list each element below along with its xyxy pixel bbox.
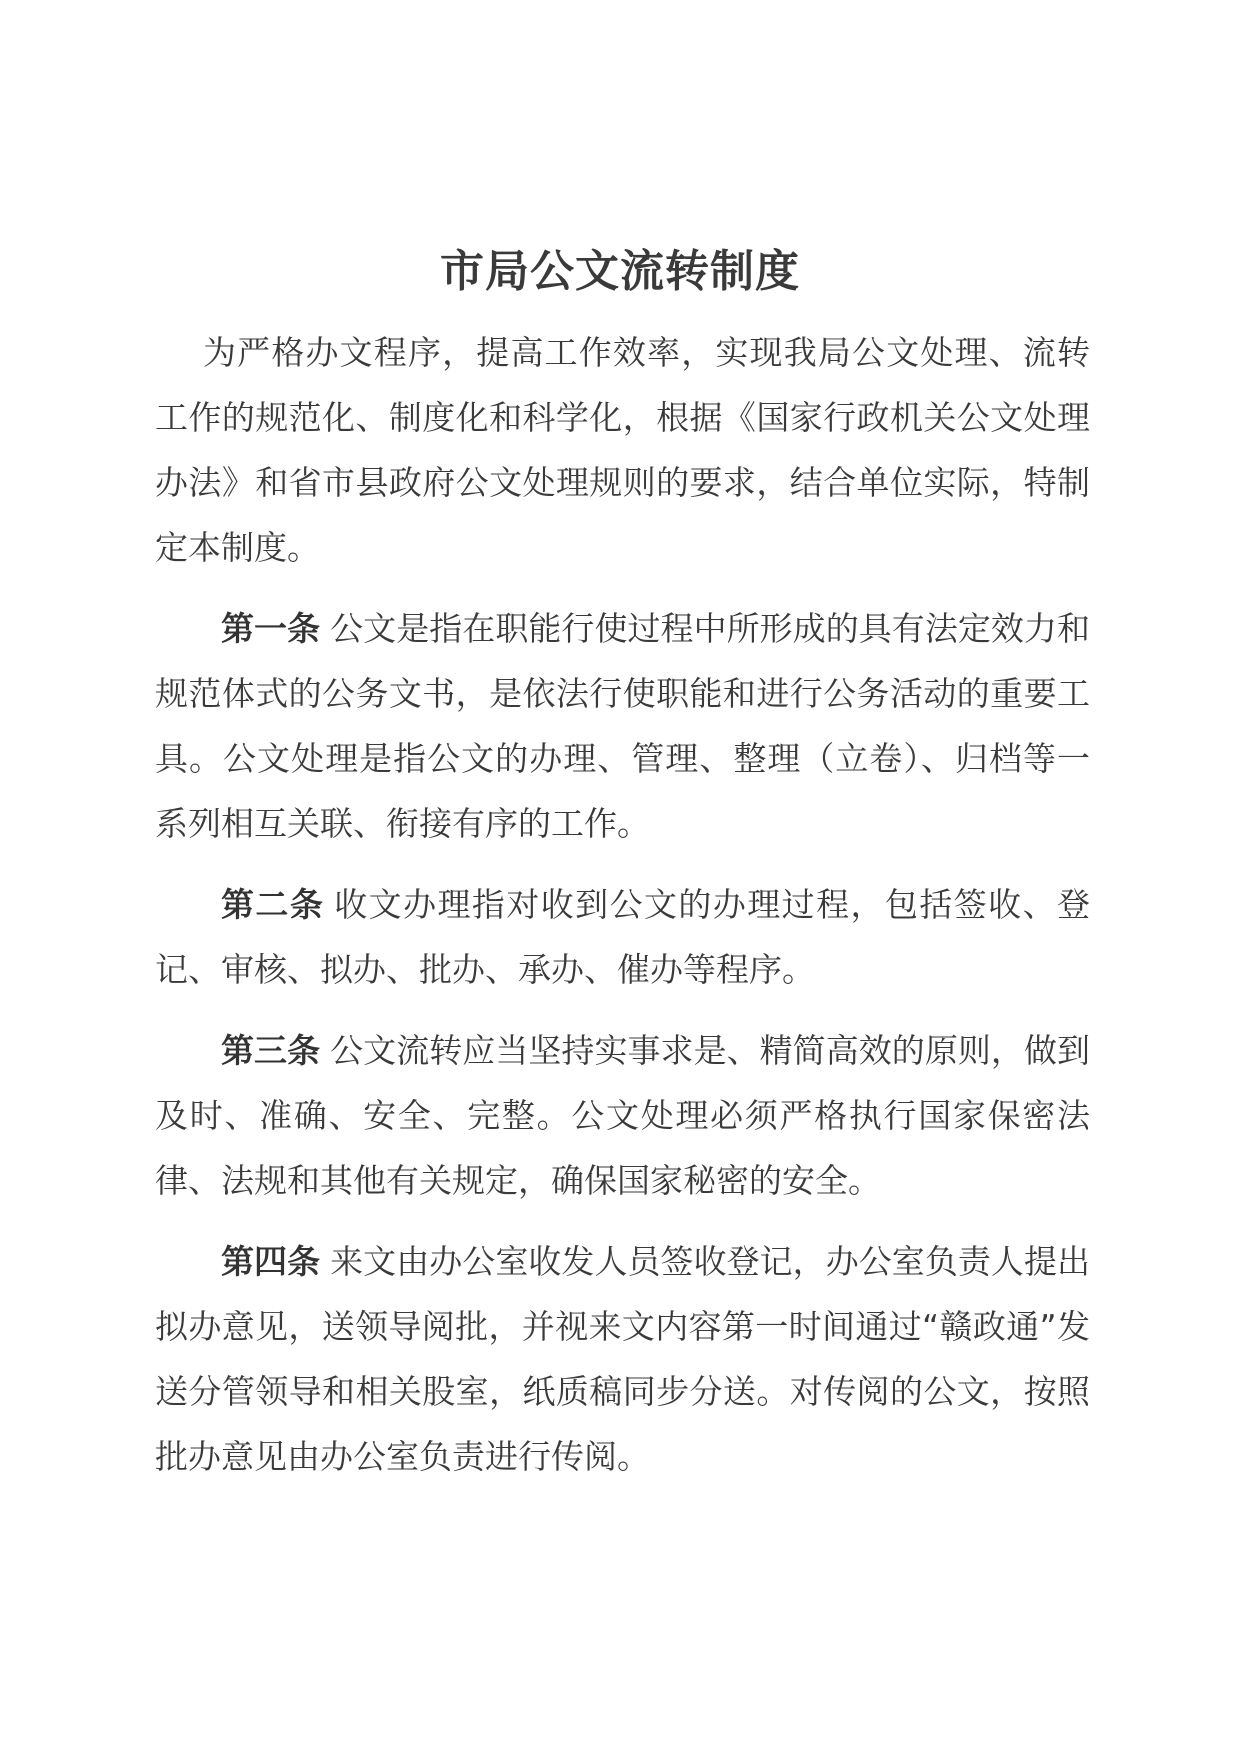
document-title: 市局公文流转制度 [440,246,800,297]
article-label: 第三条 [221,1031,321,1070]
intro-paragraph: 为严格办文程序，提高工作效率，实现我局公文处理、流转工作的规范化、制度化和科学化，根据《国家行政机关公文处理办法》和省市县政府公文处理规则的要求，结合单位实际，特制定本制度。 [155,333,1090,567]
article-label: 第一条 [221,609,321,648]
article-1 [155,596,1090,856]
article-text: 公文流转应当坚持实事求是、精简高效的原则，做到及时、准确、安全、完整。公文处理必须严格执行国家保密法律、法规和其他有关规定，确保国家秘密的安全。 [155,1031,1091,1200]
article-4 [155,1229,1090,1489]
article-3 [155,1018,1090,1213]
article-text: 收文办理指对收到公文的办理过程，包括签收、登记、审核、拟办、批办、承办、催办等程序。 [155,885,1090,989]
article-text: 来文由办公室收发人员签收登记，办公室负责人提出拟办意见，送领导阅批，并视来文内容第一时间通过“赣政通”发送分管领导和相关股室，纸质稿同步分送。对传阅的公文，按照批办意见由办公室负责进行传阅。 [155,1242,1091,1476]
article-text: 公文是指在职能行使过程中所形成的具有法定效力和规范体式的公务文书，是依法行使职能和进行公务活动的重要工具。公文处理是指公文的办理、管理、整理（立卷）、归档等一系列相互关联、衔接有序的工作。 [155,609,1091,843]
article-label: 第二条 [221,885,325,924]
article-label: 第四条 [221,1242,321,1281]
article-2 [155,872,1090,1002]
document-body [155,320,1090,1489]
